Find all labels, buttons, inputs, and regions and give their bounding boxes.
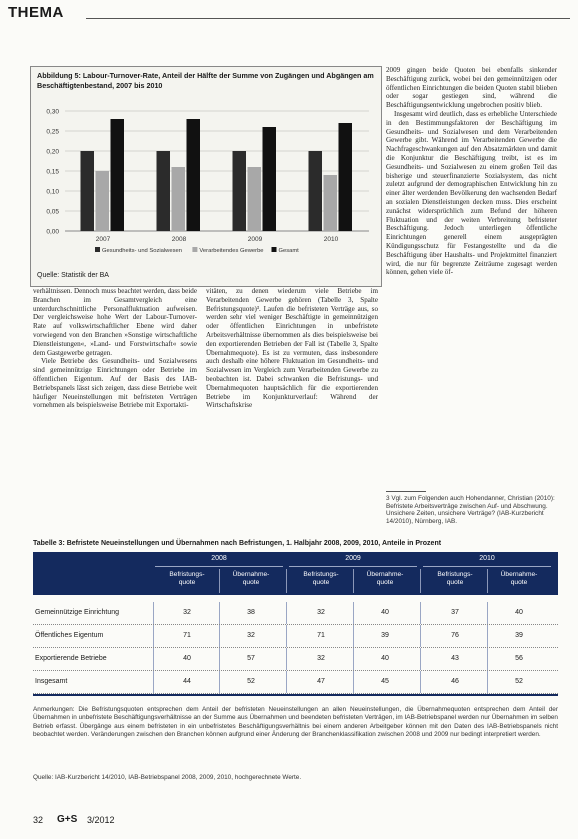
figure-source: Quelle: Statistik der BA [37, 272, 109, 279]
table-cell: 32 [317, 609, 325, 616]
bar-gesundheits-und-sozialwesen [233, 151, 247, 231]
body-column-1 [33, 287, 197, 533]
header-divider [353, 569, 354, 593]
legend-label: Gesamt [278, 248, 299, 254]
legend-swatch [272, 247, 277, 252]
bar-gesundheits-und-sozialwesen [81, 151, 95, 231]
bar-gesamt [187, 119, 201, 231]
subheader-befristungsquote: Befristungs- quote [437, 571, 473, 586]
column-divider [153, 602, 154, 624]
column-divider [487, 625, 488, 647]
data-table [33, 552, 558, 698]
legend-label: Gesundheits- und Sozialwesen [102, 248, 182, 254]
header-divider [487, 569, 488, 593]
y-tick-label: 0,30 [46, 108, 59, 116]
bar-gesundheits-und-sozialwesen [309, 151, 323, 231]
year-header: 2008 [155, 555, 283, 567]
column-divider [487, 648, 488, 670]
bar-verarbeitendes-gewerbe [324, 175, 338, 231]
x-tick-label: 2008 [171, 236, 187, 243]
y-tick-label: 0,05 [46, 208, 59, 216]
table-cell: 76 [451, 632, 459, 639]
table-cell: 71 [317, 632, 325, 639]
column-divider [153, 625, 154, 647]
body-column-2 [206, 287, 378, 533]
table-cell: 46 [451, 678, 459, 685]
table-cell: 47 [317, 678, 325, 685]
section-title: THEMA [8, 4, 64, 21]
y-tick-label: 0,10 [46, 188, 59, 196]
y-tick-label: 0,25 [46, 128, 59, 136]
table-cell: 40 [183, 655, 191, 662]
row-label: Öffentliches Eigentum [35, 632, 104, 639]
table-notes: Anmerkungen: Die Befristungsquoten entsprechen dem Anteil der befristeten Neueinstellungen an allen Neueinstellungen, die Übernahmequoten entsprechen dem Anteil der Übernahmen in unbefristete Beschäftigungsverhältnisse an der Summe aus Übernahmen und beendeten befristeten Verträgen, im IAB-Betriebspanel werden nur Übernahmen im selben Betrieb erfasst. Übergänge aus einem befristeten in ein unbefristetes Beschäftigungsverhältnis bei einem anderen Arbeitgeber können mit den Daten des IAB-Betriebspanels nicht beobachtet werden. Veränderungen zwischen den Branchen können aufgrund einer Änderung der Branchenklassifikation zwischen 2008 und 2009 nur bedingt interpretiert werden. [33, 706, 558, 739]
table-cell: 43 [451, 655, 459, 662]
subheader-uebernahmequote: Übernahme- quote [232, 571, 270, 586]
legend-label: Verarbeitendes Gewerbe [199, 248, 264, 254]
column-divider [353, 671, 354, 693]
table-row [33, 625, 558, 648]
x-tick-label: 2009 [247, 236, 263, 243]
header-divider [286, 569, 287, 593]
bar-verarbeitendes-gewerbe [96, 171, 110, 231]
table-cell: 40 [515, 609, 523, 616]
column-divider [219, 648, 220, 670]
bar-gesundheits-und-sozialwesen [157, 151, 171, 231]
bar-chart [31, 67, 381, 272]
table-cell: 56 [515, 655, 523, 662]
table-header [33, 552, 558, 595]
subheader-befristungsquote: Befristungs- quote [303, 571, 339, 586]
page-number: 32 [33, 815, 44, 825]
body-paragraph: 2009 gingen beide Quoten bei ebenfalls sinkender Beschäftigung zurück, wobei bei den gemeinnützigen oder öffentlichen Einrichtungen die beiden Quoten stabil blieben oder sogar gestiegen sind, während die Beschäftigungsentwicklung ungebrochen positiv blieb. [386, 66, 557, 110]
column-divider [153, 671, 154, 693]
column-divider [286, 671, 287, 693]
body-column-3 [386, 66, 557, 486]
table-cell: 57 [247, 655, 255, 662]
table-cell: 32 [247, 632, 255, 639]
bar-verarbeitendes-gewerbe [172, 167, 186, 231]
body-paragraph: Viele Betriebe des Gesundheits- und Sozialwesens sind gemeinnützige Einrichtungen oder Betriebe im öffentlichen Eigentum. Auf der Basis des IAB-Betriebspanels lässt sich zeigen, dass diese Betriebe weit häufiger Neueinstellungen mit befristeten Verträgen vornehmen als beispielsweise Betriebe mit Exportakti- [33, 357, 197, 410]
body-paragraph: vitäten, zu denen wiederum viele Betriebe im Verarbeitenden Gewerbe gehören (Tabelle 3, Spalte Befristungsquote)³. Laufen die befristeten Verträge aus, so werden sehr viel weniger Beschäftigte in gemeinnützigen oder öffentlichen Einrichtungen in unbefristete Arbeitsverhältnisse übernommen als dies beispielsweise bei den exportierenden Betrieben der Fall ist (Tabelle 3, Spalte Übernahmequote). Es ist zu vermuten, dass insbesondere auch deshalb eine höhere Fluktuation im Gesundheits- und Sozialwesen im Vergleich zum Verarbeitenden Gewerbe zu beobachten ist. Dabei schwanken die Befristungs- und Übernahmequoten hauptsächlich für die exportierenden Betriebe im Konjunkturverlauf: Während der Wirtschaftskrise [206, 287, 378, 410]
row-label: Gemeinnützige Einrichtung [35, 609, 120, 616]
x-tick-label: 2010 [323, 236, 339, 243]
body-paragraph: Insgesamt wird deutlich, dass es erhebliche Unterschiede in den Bestimmungsfaktoren der Beschäftigung im Gesundheits- und Sozialwesen und dem Verarbeitenden Gewerbe gibt. Während im Verarbeitenden Gewerbe die Nachfrageschwankungen auf den Absatzmärkten und damit die Konjunktur die Beschäftigung treibt, ist es im Gesundheits- und Sozialwesen zu einem großen Teil das bisherige und steuerfinanzierte Sozialsystem, das nicht zuletzt aufgrund der demographischen Entwicklung hin zu einer älter werdenden Bevölkerung den wachsenden Bedarf an sozialen Dienstleistungen decken muss. Dies erscheint zunächst widersprüchlich zum Befund der höheren Fluktuation und der weiten Verbreitung befristeter Beschäftigung. Jedoch unterliegen öffentliche Einrichtungen generell einem ausgeprägten Kündigungsschutz für Festangestellte und da die Beschäftigung über Haushalts- und Projektmittel finanziert wird, die nur für begrenzte Zeiträume zugesagt werden können, gehen viele öf- [386, 109, 557, 277]
table-cell: 44 [183, 678, 191, 685]
legend-swatch [192, 247, 197, 252]
footnote: 3 Vgl. zum Folgenden auch Hohendanner, Christian (2010): Befristete Arbeitsverträge zwischen Auf- und Abschwung. Unsichere Zeiten, unsichere Verträge? (IAB-Kurzbericht 14/2010), Nürnberg, IAB. [386, 495, 555, 525]
table-cell: 39 [515, 632, 523, 639]
issue-number: 3/2012 [87, 815, 115, 825]
table-row [33, 671, 558, 694]
bar-gesamt [111, 119, 125, 231]
magazine-name: G+S [57, 814, 78, 825]
y-tick-label: 0,20 [46, 148, 59, 156]
column-divider [353, 625, 354, 647]
table-cell: 38 [247, 609, 255, 616]
bar-gesamt [263, 127, 277, 231]
header-divider [420, 569, 421, 593]
table-cell: 52 [515, 678, 523, 685]
column-divider [420, 625, 421, 647]
table-source: Quelle: IAB-Kurzbericht 14/2010, IAB-Betriebspanel 2008, 2009, 2010, hochgerechnete Werte. [33, 774, 302, 781]
table-cell: 32 [183, 609, 191, 616]
footnote-rule [386, 491, 426, 492]
column-divider [420, 648, 421, 670]
table-row [33, 602, 558, 625]
figure-box [30, 66, 382, 287]
row-label: Insgesamt [35, 678, 68, 685]
body-paragraph: verhältnissen. Dennoch muss beachtet werden, dass beide Branchen im Gesamtvergleich eine unterdurchschnittliche Personalfluktuation aufweisen. Der vergleichsweise hohe Wert der Labour-Turnover-Rate auf volkswirtschaftlicher Ebene wird daher vorwiegend von den Branchen »Sonstige wirtschaftliche Dienstleistungen«, »Land- und Forstwirtschaft« sowie dem Gastgewerbe getragen. [33, 287, 197, 357]
column-divider [420, 671, 421, 693]
y-tick-label: 0,00 [46, 228, 59, 236]
header-divider [219, 569, 220, 593]
bar-gesamt [339, 123, 353, 231]
table-cell: 71 [183, 632, 191, 639]
column-divider [487, 602, 488, 624]
x-tick-label: 2007 [95, 236, 111, 243]
subheader-uebernahmequote: Übernahme- quote [500, 571, 538, 586]
column-divider [219, 625, 220, 647]
table-bottom-rule [33, 694, 558, 696]
table-cell: 52 [247, 678, 255, 685]
column-divider [487, 671, 488, 693]
bar-verarbeitendes-gewerbe [248, 167, 262, 231]
table-cell: 40 [381, 655, 389, 662]
table-cell: 39 [381, 632, 389, 639]
row-label: Exportierende Betriebe [35, 655, 107, 662]
column-divider [286, 648, 287, 670]
year-header: 2010 [423, 555, 551, 567]
figure-title: Abbildung 5: Labour-Turnover-Rate, Anteil der Hälfte der Summe von Zugängen und Abgängen am Beschäftigtenbestand, 2007 bis 2010 [37, 71, 374, 90]
column-divider [353, 648, 354, 670]
year-header: 2009 [289, 555, 417, 567]
column-divider [219, 671, 220, 693]
column-divider [219, 602, 220, 624]
legend-swatch [95, 247, 100, 252]
subheader-befristungsquote: Befristungs- quote [169, 571, 205, 586]
table-cell: 37 [451, 609, 459, 616]
y-tick-label: 0,15 [46, 168, 59, 176]
table-cell: 32 [317, 655, 325, 662]
table-cell: 40 [381, 609, 389, 616]
table-cell: 45 [381, 678, 389, 685]
column-divider [286, 602, 287, 624]
subheader-uebernahmequote: Übernahme- quote [366, 571, 404, 586]
column-divider [153, 648, 154, 670]
table-row [33, 648, 558, 671]
column-divider [353, 602, 354, 624]
header-rule [86, 18, 570, 19]
column-divider [286, 625, 287, 647]
column-divider [420, 602, 421, 624]
table-title: Tabelle 3: Befristete Neueinstellungen und Übernahmen nach Befristungen, 1. Halbjahr 2008, 2009, 2010, Anteile in Prozent [33, 540, 442, 547]
